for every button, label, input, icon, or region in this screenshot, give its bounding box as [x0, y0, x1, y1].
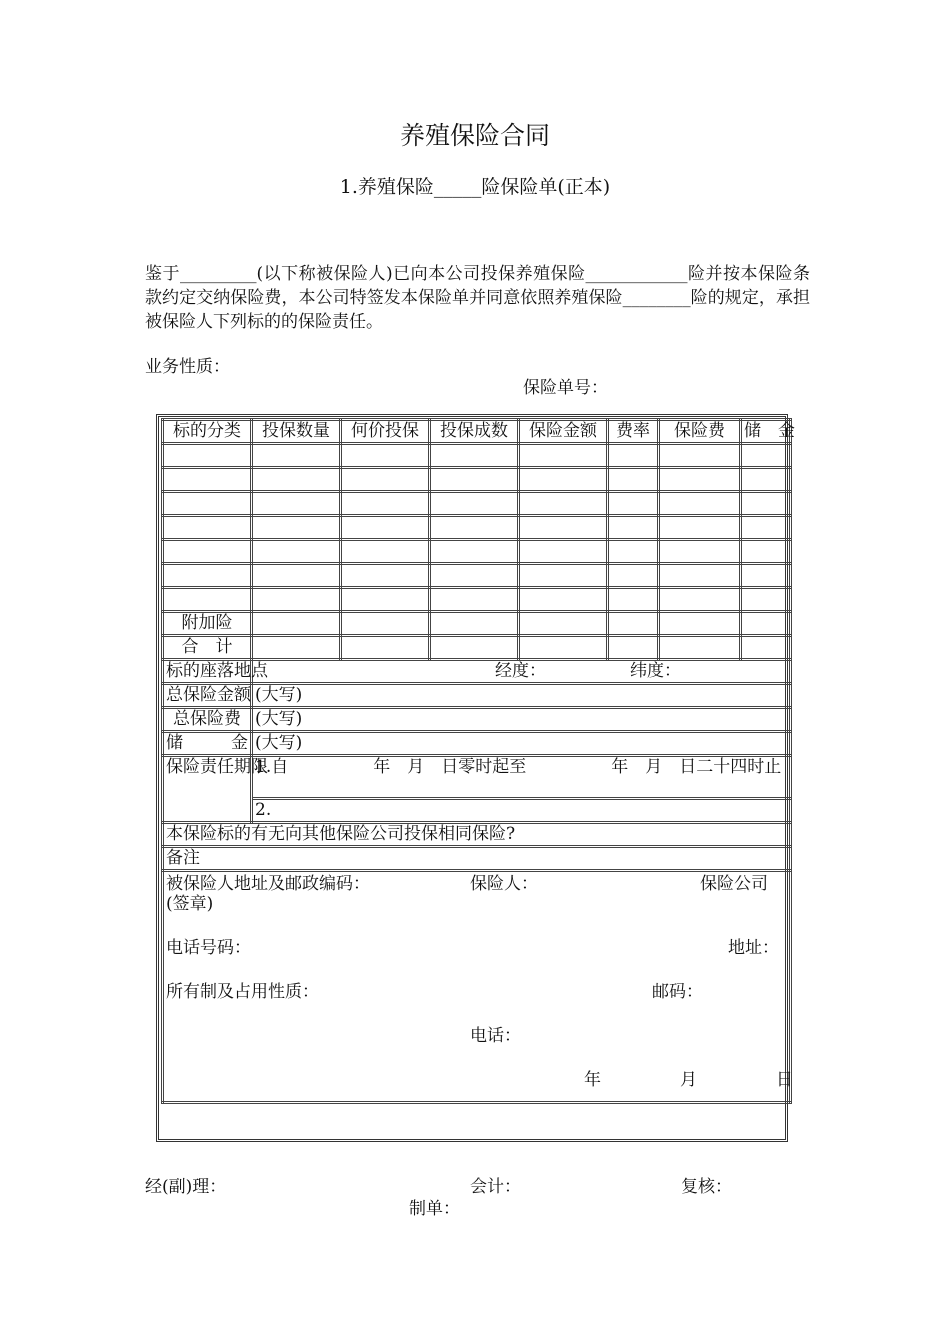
cell[interactable] [252, 540, 341, 564]
header-cell: 费率 [608, 420, 659, 444]
total-premium-label: 总保险费 [163, 708, 252, 732]
cell[interactable] [741, 588, 791, 612]
total-premium-row [163, 708, 791, 732]
cell[interactable] [163, 588, 252, 612]
header-row [163, 420, 791, 444]
cell[interactable] [608, 516, 659, 540]
cell[interactable] [252, 444, 341, 468]
cell[interactable] [608, 564, 659, 588]
total-amount-field[interactable]: (大写) [252, 684, 791, 708]
location-field[interactable] [252, 660, 791, 684]
cell[interactable] [741, 516, 791, 540]
cell[interactable] [341, 516, 430, 540]
document-title: 养殖保险合同 [399, 121, 550, 150]
cell[interactable] [341, 492, 430, 516]
accountant-signature-label: 会计： [470, 1177, 521, 1197]
table-row [163, 516, 791, 540]
cell[interactable] [341, 444, 430, 468]
cell[interactable] [741, 636, 791, 660]
deposit-label-left: 储 [166, 733, 183, 753]
header-cell: 保险费 [659, 420, 741, 444]
cell[interactable] [519, 636, 608, 660]
period-line-2[interactable]: 2. [252, 799, 791, 823]
tel-label: 电话： [470, 1026, 521, 1046]
cell[interactable] [608, 492, 659, 516]
location-row [163, 660, 791, 684]
cell[interactable] [430, 612, 519, 636]
cell[interactable] [252, 516, 341, 540]
period-label: 保险责任期限 [163, 756, 252, 823]
period-line-1[interactable]: 1.自 年 月 日零时起至 年 月 日二十四时止 [252, 756, 791, 799]
header-cell: 何价投保 [341, 420, 430, 444]
cell[interactable] [341, 588, 430, 612]
cell[interactable] [519, 492, 608, 516]
deposit-label [163, 732, 252, 756]
manager-signature-label: 经(副)理： [145, 1177, 227, 1197]
cell[interactable] [163, 564, 252, 588]
document-subtitle: 1.养殖保险_____险保险单(正本) [339, 176, 611, 198]
cell[interactable] [430, 516, 519, 540]
longitude-label: 经度： [495, 661, 546, 681]
cell[interactable] [341, 564, 430, 588]
cell[interactable] [608, 636, 659, 660]
cell[interactable] [741, 492, 791, 516]
total-premium-field[interactable]: (大写) [252, 708, 791, 732]
cell[interactable] [430, 444, 519, 468]
other-insurance-row [163, 823, 791, 847]
cell[interactable] [659, 516, 741, 540]
cell[interactable] [252, 468, 341, 492]
cell[interactable] [519, 516, 608, 540]
remarks-field[interactable]: 备注 [163, 847, 791, 871]
cell[interactable] [659, 588, 741, 612]
cell[interactable] [741, 444, 791, 468]
cell[interactable] [252, 636, 341, 660]
cell[interactable] [608, 588, 659, 612]
cell[interactable] [741, 468, 791, 492]
cell[interactable] [659, 612, 741, 636]
policy-number-label: 保险单号： [523, 378, 608, 398]
cell[interactable] [608, 444, 659, 468]
insured-address-label: 被保险人地址及邮政编码： [166, 874, 370, 894]
table-row [163, 444, 791, 468]
addon-label: 附加险 [163, 612, 252, 636]
cell[interactable] [519, 444, 608, 468]
cell[interactable] [519, 468, 608, 492]
cell[interactable] [519, 564, 608, 588]
cell[interactable] [659, 564, 741, 588]
contact-block[interactable] [163, 871, 791, 1103]
postcode-label: 邮码： [652, 982, 703, 1002]
total-amount-label: 总保险金额 [163, 684, 252, 708]
table-row [163, 564, 791, 588]
cell[interactable] [608, 540, 659, 564]
cell[interactable] [430, 588, 519, 612]
cell[interactable] [163, 468, 252, 492]
header-cell: 保险金额 [519, 420, 608, 444]
table-row [163, 588, 791, 612]
cell[interactable] [659, 540, 741, 564]
preparer-signature-label: 制单： [409, 1199, 460, 1219]
addon-row [163, 612, 791, 636]
cell[interactable] [430, 564, 519, 588]
cell[interactable] [741, 540, 791, 564]
cell[interactable] [341, 468, 430, 492]
cell[interactable] [519, 612, 608, 636]
table-row [163, 492, 791, 516]
business-nature-label: 业务性质： [145, 357, 230, 377]
table-row [163, 468, 791, 492]
header-cell: 投保数量 [252, 420, 341, 444]
cell[interactable] [430, 468, 519, 492]
cell[interactable] [341, 540, 430, 564]
insurer-label: 保险人： [470, 874, 538, 894]
reviewer-signature-label: 复核： [681, 1177, 732, 1197]
phone-label: 电话号码： [166, 938, 251, 958]
seal-label: (签章) [166, 894, 214, 914]
deposit-field[interactable]: (大写) [252, 732, 791, 756]
deposit-row [163, 732, 791, 756]
address-label: 地址： [728, 938, 779, 958]
cell[interactable] [341, 612, 430, 636]
header-cell: 投保成数 [430, 420, 519, 444]
intro-paragraph: 鉴于_________(以下称被保险人)已向本公司投保养殖保险____________险并按本保险条款约定交纳保险费，本公司特签发本保险单并同意依照养殖保险________险的规定，承担被保险人下列标的的保险责任。 [145, 264, 810, 332]
period-row-2 [163, 799, 791, 823]
other-insurance-question[interactable]: 本保险标的有无向其他保险公司投保相同保险? [163, 823, 791, 847]
cell[interactable] [741, 564, 791, 588]
day-label: 日 [776, 1070, 793, 1090]
month-label: 月 [680, 1070, 697, 1090]
cell[interactable] [252, 564, 341, 588]
total-row [163, 636, 791, 660]
cell[interactable] [252, 492, 341, 516]
cell[interactable] [252, 588, 341, 612]
cell[interactable] [608, 612, 659, 636]
cell[interactable] [252, 612, 341, 636]
header-cell: 标的分类 [163, 420, 252, 444]
year-label: 年 [584, 1070, 601, 1090]
table-row [163, 540, 791, 564]
cell[interactable] [163, 444, 252, 468]
policy-table [161, 418, 795, 1104]
insurer-company-label: 保险公司 [700, 874, 768, 894]
cell[interactable] [659, 468, 741, 492]
cell[interactable] [430, 540, 519, 564]
ownership-label: 所有制及占用性质： [166, 982, 319, 1002]
deposit-label-right: 金 [231, 733, 248, 753]
total-label: 合 计 [163, 636, 252, 660]
cell[interactable] [163, 540, 252, 564]
cell[interactable] [659, 444, 741, 468]
location-label: 标的座落地点 [163, 660, 252, 684]
period-row-1 [163, 756, 791, 799]
cell[interactable] [163, 516, 252, 540]
cell[interactable] [341, 636, 430, 660]
remarks-row [163, 847, 791, 871]
cell[interactable] [659, 636, 741, 660]
latitude-label: 纬度： [630, 661, 681, 681]
cell[interactable] [741, 612, 791, 636]
cell[interactable] [430, 492, 519, 516]
cell[interactable] [519, 540, 608, 564]
header-cell: 储 金 [741, 420, 791, 444]
cell[interactable] [163, 492, 252, 516]
cell[interactable] [659, 492, 741, 516]
cell[interactable] [430, 636, 519, 660]
total-amount-row [163, 684, 791, 708]
contact-block-row [163, 871, 791, 1103]
cell[interactable] [608, 468, 659, 492]
cell[interactable] [519, 588, 608, 612]
